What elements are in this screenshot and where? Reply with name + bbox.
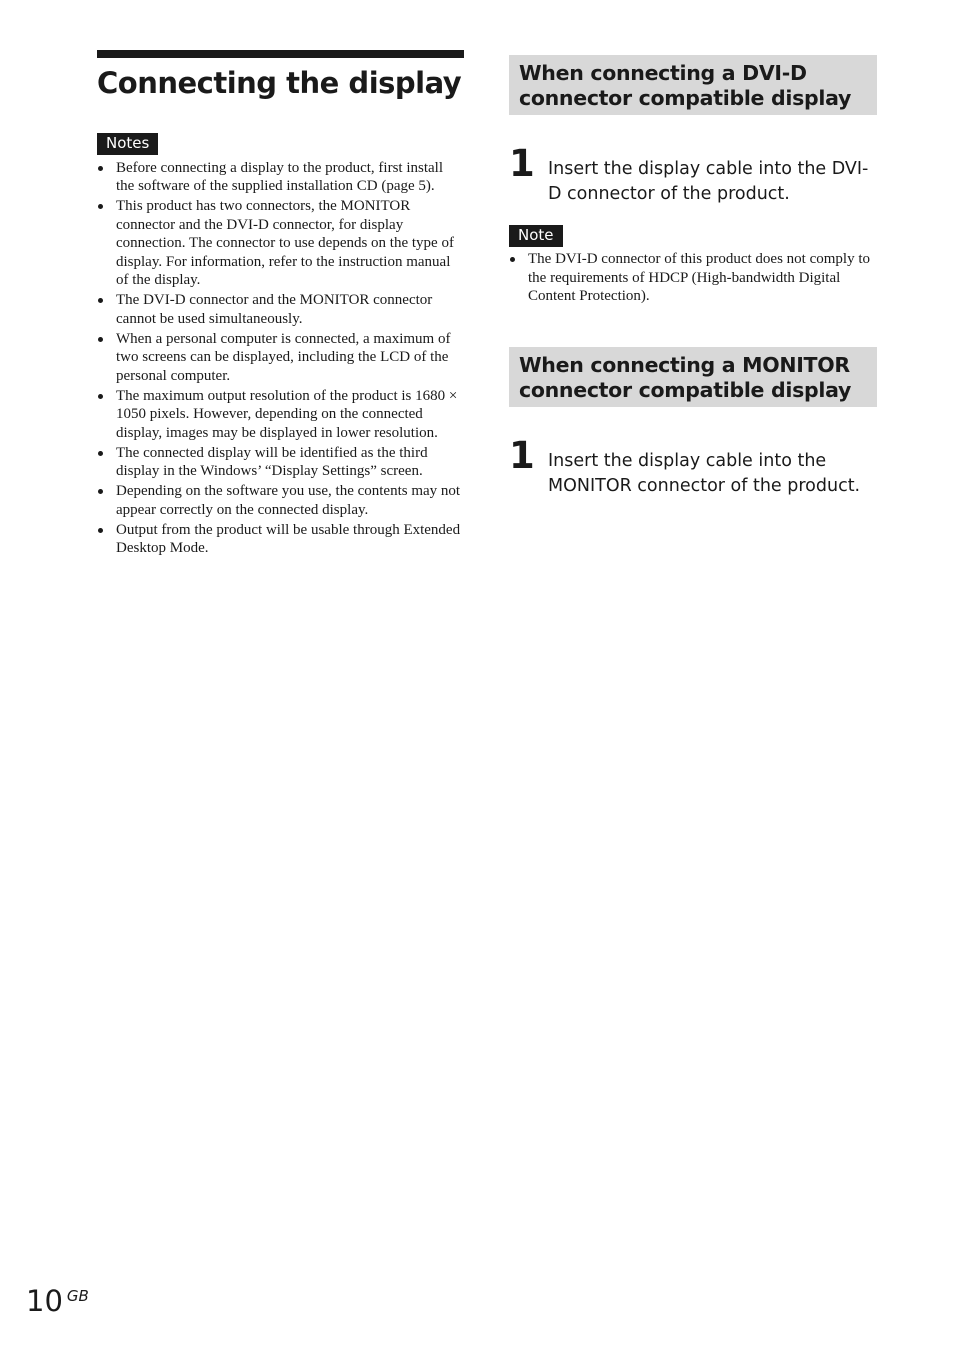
- dvi-d-note: [509, 225, 877, 306]
- title-rule: [97, 50, 464, 58]
- note-label: Note: [509, 225, 563, 247]
- notes-list-item: The DVI-D connector and the MONITOR connector cannot be used simultaneously.: [97, 291, 464, 328]
- section-heading-dvi-d: When connecting a DVI-D connector compatible display: [509, 55, 877, 115]
- notes-list-item: This product has two connectors, the MONITOR connector and the DVI-D connector, for display connection. The connector to use depends on the type of display. For information, refer to the instruction manual of the display.: [97, 197, 464, 290]
- step-text: Insert the display cable into the DVI-D connector of the product.: [548, 159, 869, 204]
- notes-list: [97, 159, 464, 558]
- step-dvi-d: [509, 142, 877, 209]
- page-region-code: GB: [66, 1287, 89, 1305]
- note-list: [509, 250, 877, 306]
- right-column: [509, 55, 877, 501]
- page-title: Connecting the display: [97, 66, 462, 100]
- step-text: Insert the display cable into the MONITOR connector of the product.: [548, 450, 861, 496]
- step-number: 1: [509, 433, 535, 477]
- notes-list-item: The connected display will be identified as the third display in the Windows’ “Display Settings” screen.: [97, 444, 464, 481]
- section-monitor: [509, 347, 877, 501]
- note-list-item: The DVI-D connector of this product does not comply to the requirements of HDCP (High-bandwidth Digital Content Protection).: [509, 250, 877, 306]
- step-number: 1: [509, 142, 535, 185]
- section-dvi-d: [509, 55, 877, 306]
- page-number: [26, 1284, 89, 1318]
- section-heading-monitor: When connecting a MONITOR connector compatible display: [509, 347, 877, 407]
- notes-list-item: Depending on the software you use, the contents may not appear correctly on the connected display.: [97, 482, 464, 519]
- notes-list-item: The maximum output resolution of the product is 1680 × 1050 pixels. However, depending on the connected display, images may be displayed in lower resolution.: [97, 387, 464, 443]
- page-number-value: 10: [26, 1284, 63, 1318]
- notes-list-item: Before connecting a display to the product, first install the software of the supplied installation CD (page 5).: [97, 159, 464, 196]
- step-monitor: [509, 433, 877, 501]
- notes-list-item: Output from the product will be usable through Extended Desktop Mode.: [97, 521, 464, 558]
- left-column: [97, 50, 464, 559]
- notes-list-item: When a personal computer is connected, a maximum of two screens can be displayed, including the LCD of the personal computer.: [97, 330, 464, 386]
- notes-label: Notes: [97, 133, 158, 155]
